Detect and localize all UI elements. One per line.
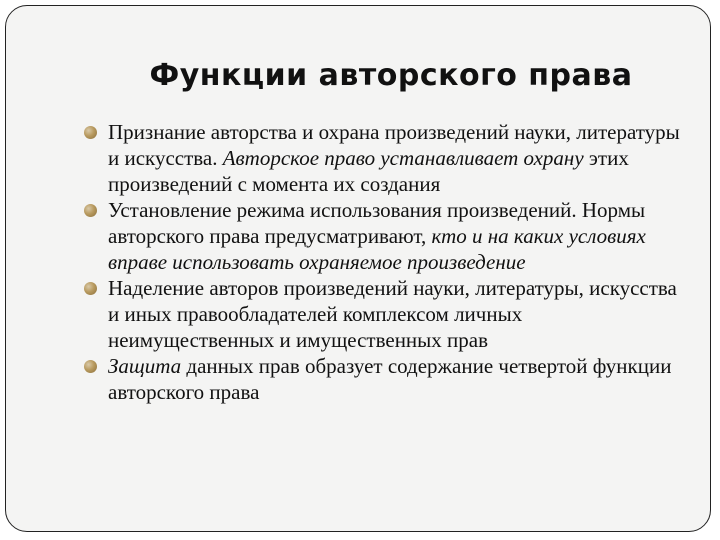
bullet-item-4 [82,353,682,405]
slide-frame [5,5,711,532]
bullet-text: Установление режима использования произведений. Нормы авторского права предусматривают, кто и на каких условиях вправе использовать охраняемое произведение [108,198,646,274]
round-bullet-icon [84,360,97,373]
round-bullet-icon [84,126,97,139]
bullet-text: Признание авторства и охрана произведений науки, литературы и искусства. Авторское право устанавливает охрану этих произведений с момента их создания [108,120,680,196]
bullet-item-2 [82,197,682,275]
bullet-text: Защита данных прав образует содержание четвертой функции авторского права [108,354,672,404]
round-bullet-icon [84,204,97,217]
round-bullet-icon [84,282,97,295]
bullet-item-3 [82,275,682,353]
bullet-item-1 [82,119,682,197]
bullet-text: Наделение авторов произведений науки, литературы, искусства и иных правообладателей комплексом личных неимущественных и имущественных прав [108,276,677,352]
bullet-list [82,119,682,405]
slide-title: Функции авторского права [149,58,633,93]
